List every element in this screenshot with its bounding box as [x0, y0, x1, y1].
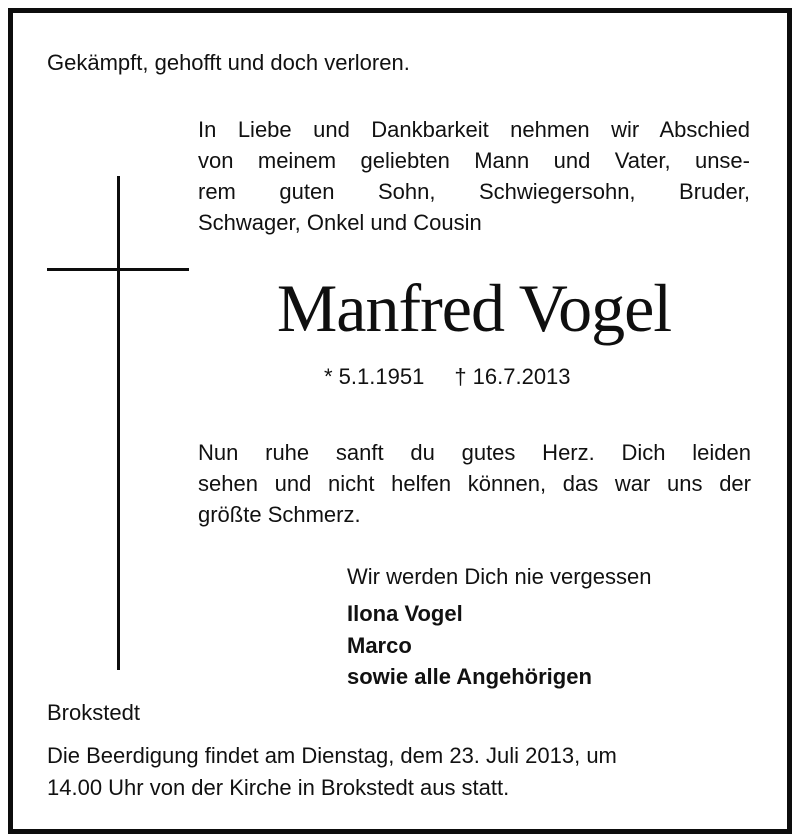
mourner-name: Marco — [347, 633, 412, 658]
farewell-text: Wir werden Dich nie vergessen — [347, 564, 652, 589]
mourner-name: sowie alle Angehörigen — [347, 664, 592, 689]
verse-paragraph — [198, 437, 751, 530]
place-text: Brokstedt — [47, 700, 140, 725]
verse-line: größte Schmerz. — [198, 502, 361, 527]
intro-line: Schwager, Onkel und Cousin — [198, 210, 482, 235]
death-date: † 16.7.2013 — [454, 364, 571, 389]
life-dates — [324, 362, 571, 392]
mourner-name: Ilona Vogel — [347, 601, 463, 626]
intro-line: In Liebe und Dankbarkeit nehmen wir Abschied — [198, 117, 750, 142]
cross-vertical-beam — [117, 176, 120, 670]
verse-line: Nun ruhe sanft du gutes Herz. Dich leiden — [198, 440, 751, 465]
funeral-notice-line: 14.00 Uhr von der Kirche in Brokstedt aus statt. — [47, 775, 510, 800]
verse-line: sehen und nicht helfen können, das war uns der — [198, 471, 751, 496]
intro-line: rem guten Sohn, Schwiegersohn, Bruder, — [198, 179, 750, 204]
deceased-name: Manfred Vogel — [276, 270, 672, 346]
intro-paragraph — [198, 114, 750, 238]
intro-line: von meinem geliebten Mann und Vater, unse- — [198, 148, 750, 173]
birth-date: * 5.1.1951 — [324, 364, 425, 389]
motto-text: Gekämpft, gehofft und doch verloren. — [47, 50, 410, 75]
funeral-notice-line: Die Beerdigung findet am Dienstag, dem 23. Juli 2013, um — [47, 743, 617, 768]
cross-horizontal-beam — [47, 268, 189, 271]
